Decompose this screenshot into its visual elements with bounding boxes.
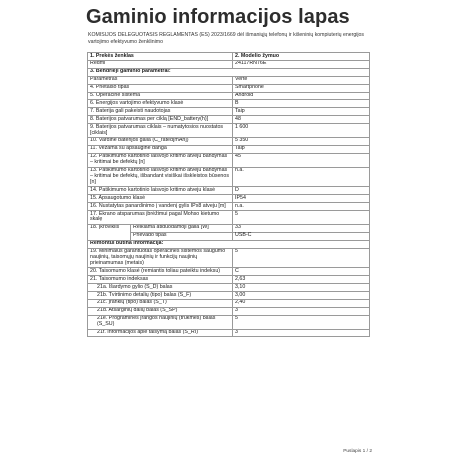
row-value: 5 — [233, 211, 370, 225]
row-value: 3 — [233, 329, 370, 337]
row-value: 3 — [233, 307, 370, 315]
row-value: 48 — [233, 116, 370, 124]
row-label: 10. Vardinė baterijos galia (C_rated[mAh]) — [88, 137, 233, 145]
table-row — [88, 276, 370, 284]
table-row — [88, 108, 370, 116]
general-params — [88, 76, 370, 224]
row-label: 19. Minimalus garantuotas operacinės sistemos saugumo naujinių, taisomųjų naujinių ir funkcijų naujinių prieinamumas (metais) — [88, 248, 233, 268]
table-row — [88, 299, 370, 307]
row-value: Android — [233, 92, 370, 100]
row-value: C — [233, 268, 370, 276]
table-row — [88, 315, 370, 329]
table-row — [88, 187, 370, 195]
model-value: 24117RN76E — [233, 60, 370, 68]
row-label: 11. Vežama su apsaugine danga — [88, 145, 233, 153]
row-label: Parametras — [88, 76, 233, 84]
repair-params — [88, 248, 370, 337]
row-label: 21b. Tvirtinimo detalių (tipo) balas (S_F) — [88, 292, 233, 300]
row-label: 21. Taisomumo indeksas — [88, 276, 233, 284]
table-row — [88, 195, 370, 203]
row-label: 13. Patikimumo kartotinio laisvojo kritimo atveju bandymas – kritimai be defektų, išbandant visiškai išskleistos būsenos [n] — [88, 167, 233, 187]
row-label: 21a. Išardymo gylio (S_D) balas — [88, 284, 233, 292]
table-row — [88, 137, 370, 145]
table-row — [88, 100, 370, 108]
charger-row — [88, 224, 370, 240]
supplier-label-row — [88, 53, 370, 61]
table-row — [88, 76, 370, 84]
row-value: Smartphone — [233, 84, 370, 92]
table-row — [88, 292, 370, 300]
charger-power-label: Reikiama atiduodamoji galia [W] — [131, 225, 233, 232]
row-label: 5. Operacinė sistema — [88, 92, 233, 100]
row-label: 21c. Įrankių (tipo) balas (S_T) — [88, 299, 233, 307]
row-label: 7. Baterija gali pakeisti naudotojas — [88, 108, 233, 116]
regulation-subtitle: KOMISIJOS DELEGUOTASIS REGLAMENTAS (ES) 2023/1669 dėl išmaniųjų telefonų ir kišeninių kompiuterių energijos vartojimo efektyvumo ženklinimo — [88, 32, 365, 45]
row-value: B — [233, 100, 370, 108]
table-row — [88, 307, 370, 315]
row-value: Vertė — [233, 76, 370, 84]
page-title: Gaminio informacijos lapas — [86, 6, 350, 28]
table-row — [88, 211, 370, 225]
section-general-heading: 3. Bendrieji gaminio parametrai: — [88, 68, 370, 76]
section-row — [88, 68, 370, 76]
brand-label: 1. Prekės ženklas — [88, 53, 233, 61]
row-label: 17. Ekrano atsparumas įbrėžimui pagal Mohso kietumo skalę — [88, 211, 233, 225]
charger-port-value: USB-C — [235, 232, 252, 239]
section-repair-heading: Remontui būtina informacija: — [88, 240, 370, 248]
row-value: D — [233, 187, 370, 195]
info-table — [87, 52, 370, 337]
table-row — [88, 268, 370, 276]
row-value: n.a. — [233, 167, 370, 187]
table-row — [88, 167, 370, 187]
table-row — [88, 92, 370, 100]
row-label: 21f. Informacijos apie taisymą balas (S_RI) — [88, 329, 233, 337]
brand-value: Redmi — [88, 60, 233, 68]
row-label: 15. Apsaugotumo klasė — [88, 195, 233, 203]
row-label: 20. Taisomumo klasė (remiantis toliau pateiktu indeksu) — [88, 268, 233, 276]
row-label: 4. Prietaiso tipas — [88, 84, 233, 92]
table-row — [88, 153, 370, 167]
row-label: 14. Patikimumo kartotinio laisvojo kritimo atveju klasė — [88, 187, 233, 195]
row-value: 2,40 — [233, 299, 370, 307]
row-value: Taip — [233, 108, 370, 116]
section-row — [88, 240, 370, 248]
model-label: 2. Modelio žymuo — [233, 53, 370, 61]
row-value: IP54 — [233, 195, 370, 203]
table-row — [88, 84, 370, 92]
row-value: 3,10 — [233, 284, 370, 292]
row-value: 5 — [233, 315, 370, 329]
table-row — [88, 116, 370, 124]
row-label: 21e. Programinės įrangos naujinių (trukmės) balas (S_SU) — [88, 315, 233, 329]
row-label: 16. Nustatytas panardinimo į vandenį gylis IPx8 atveju [m] — [88, 203, 233, 211]
page-number: Puslapis 1 / 2 — [343, 449, 372, 454]
table-row — [88, 284, 370, 292]
row-value: 3,00 — [233, 292, 370, 300]
supplier-value-row — [88, 60, 370, 68]
row-value: 5 — [233, 248, 370, 268]
row-label: 8. Baterijos patvarumas per ciklą [END_battery(h)] — [88, 116, 233, 124]
charger-power-value: 33 — [233, 225, 369, 233]
row-value: 45 — [233, 153, 370, 167]
charger-port-label: Prievado tipas — [133, 232, 167, 239]
row-value: 1 600 — [233, 124, 370, 138]
charger-label: 18. Įkroviklis — [88, 225, 131, 240]
row-value: 5 350 — [233, 137, 370, 145]
table-row — [88, 329, 370, 337]
row-label: 21d. Atsarginių dalių balas (S_SP) — [88, 307, 233, 315]
row-value: 2,63 — [233, 276, 370, 284]
row-value: Taip — [233, 145, 370, 153]
row-label: 9. Baterijos patvarumas ciklais – numatytosios nuostatos [ciklais] — [88, 124, 233, 138]
row-label: 6. Energijos vartojimo efektyvumo klasė — [88, 100, 233, 108]
row-label: 12. Patikimumo kartotinio laisvojo kritimo atveju bandymas – kritimai be defektų [n] — [88, 153, 233, 167]
table-row — [88, 248, 370, 268]
table-row — [88, 145, 370, 153]
table-row — [88, 124, 370, 138]
table-row — [88, 203, 370, 211]
row-value: n.a. — [233, 203, 370, 211]
